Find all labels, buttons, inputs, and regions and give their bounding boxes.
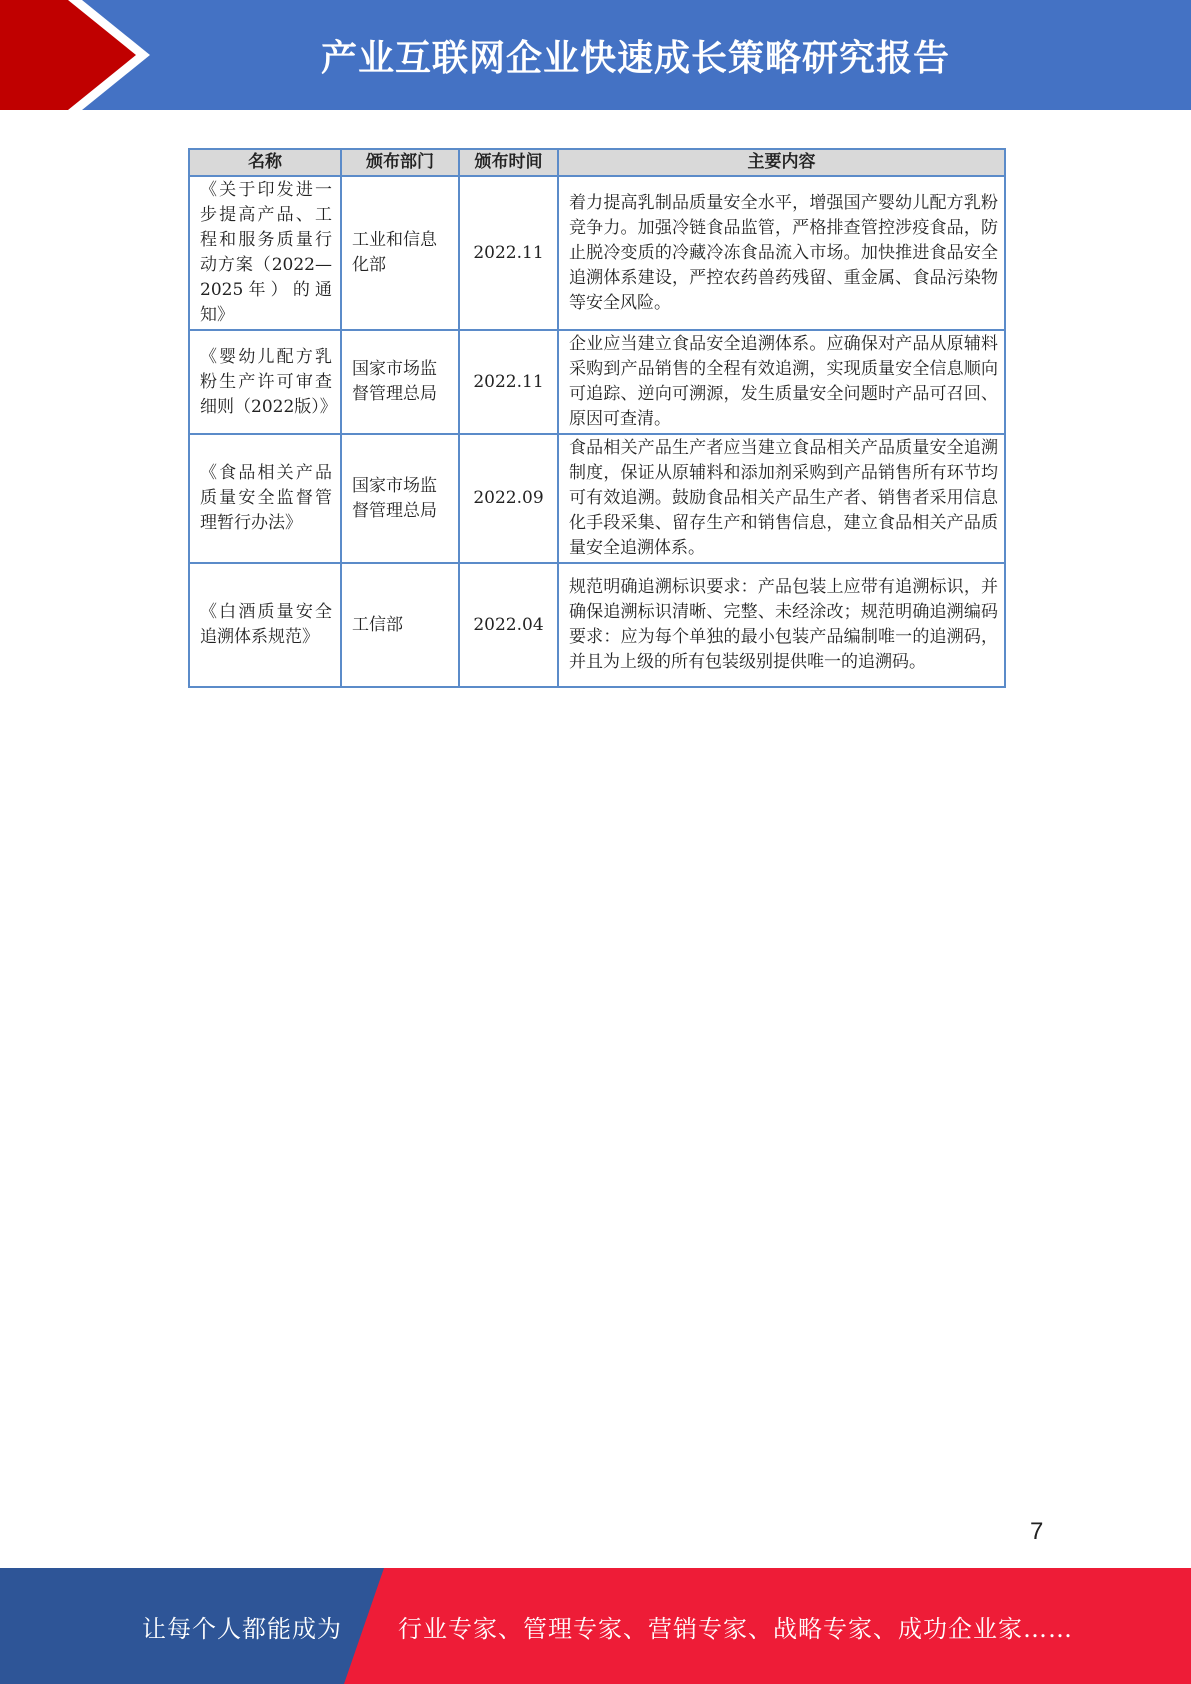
policy-table (188, 148, 1006, 688)
column-header-name: 名称 (189, 149, 341, 176)
page-number: 7 (1030, 1518, 1044, 1545)
content-cell: 食品相关产品生产者应当建立食品相关产品质量安全追溯制度，保证从原辅料和添加剂采购到产品销售所有环节均可有效追溯。鼓励食品相关产品生产者、销售者采用信息化手段采集、留存生产和销售信息，建立食品相关产品质量安全追溯体系。 (558, 434, 1005, 563)
table-row (189, 563, 1005, 687)
header-banner (0, 0, 1191, 110)
date-cell: 2022.11 (459, 176, 558, 330)
policy-name-cell: 《婴幼儿配方乳粉生产许可审查细则（2022版）》 (189, 330, 341, 434)
report-title: 产业互联网企业快速成长策略研究报告 (320, 37, 950, 79)
date-cell: 2022.09 (459, 434, 558, 563)
policy-name-cell: 《食品相关产品质量安全监督管理暂行办法》 (189, 434, 341, 563)
content-cell: 着力提高乳制品质量安全水平，增强国产婴幼儿配方乳粉竞争力。加强冷链食品监管，严格排查管控涉疫食品，防止脱冷变质的冷藏冷冻食品流入市场。加快推进食品安全追溯体系建设，严控农药兽药残留、重金属、食品污染物等安全风险。 (558, 176, 1005, 330)
footer-slogan-left: 让每个人都能成为 (142, 1614, 342, 1643)
department-cell: 国家市场监督管理总局 (341, 434, 459, 563)
table-row (189, 434, 1005, 563)
footer-banner (0, 1568, 1191, 1684)
content-cell: 企业应当建立食品安全追溯体系。应确保对产品从原辅料采购到产品销售的全程有效追溯，实现质量安全信息顺向可追踪、逆向可溯源，发生质量安全问题时产品可召回、原因可查清。 (558, 330, 1005, 434)
table-row (189, 330, 1005, 434)
column-header-content: 主要内容 (558, 149, 1005, 176)
footer-slogan-right: 行业专家、管理专家、营销专家、战略专家、成功企业家…… (398, 1614, 1073, 1643)
date-cell: 2022.04 (459, 563, 558, 687)
content-cell: 规范明确追溯标识要求：产品包装上应带有追溯标识，并确保追溯标识清晰、完整、未经涂改；规范明确追溯编码要求：应为每个单独的最小包装产品编制唯一的追溯码，并且为上级的所有包装级别提供唯一的追溯码。 (558, 563, 1005, 687)
column-header-department: 颁布部门 (341, 149, 459, 176)
header-arrow-shape (0, 0, 160, 110)
policy-name-cell: 《关于印发进一步提高产品、工程和服务质量行动方案（2022—2025年）的通知》 (189, 176, 341, 330)
department-cell: 工业和信息化部 (341, 176, 459, 330)
column-header-date: 颁布时间 (459, 149, 558, 176)
department-cell: 国家市场监督管理总局 (341, 330, 459, 434)
date-cell: 2022.11 (459, 330, 558, 434)
policy-name-cell: 《白酒质量安全追溯体系规范》 (189, 563, 341, 687)
table-row (189, 176, 1005, 330)
table-header-row (189, 149, 1005, 176)
department-cell: 工信部 (341, 563, 459, 687)
